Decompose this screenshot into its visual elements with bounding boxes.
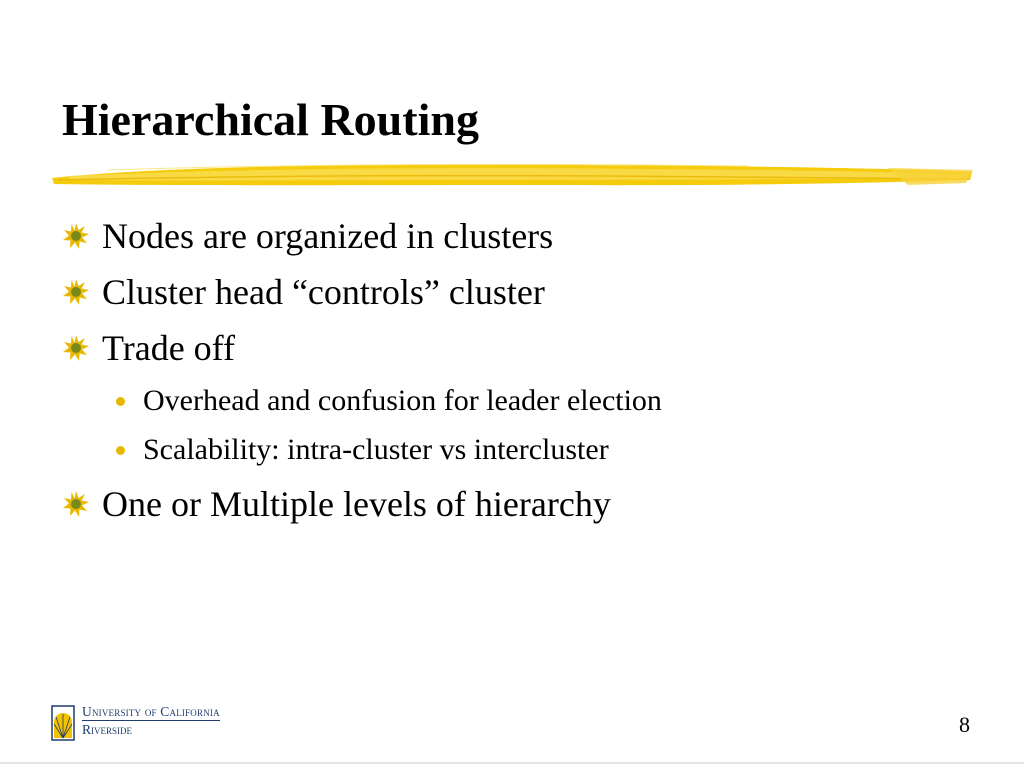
page-number: 8 — [959, 712, 970, 737]
bullet-item — [62, 484, 611, 524]
bullet-item — [62, 328, 235, 368]
ucr-sun-logo-icon — [50, 704, 76, 742]
sub-bullet-text: Scalability: intra-cluster vs intercluster — [143, 433, 609, 466]
bullet-item — [62, 216, 553, 256]
bullet-text: Cluster head “controls” cluster — [102, 272, 545, 312]
university-logo — [50, 704, 240, 744]
dot-bullet-icon — [116, 397, 125, 406]
page-title: Hierarchical Routing — [62, 94, 479, 145]
sub-bullet-item — [116, 433, 609, 467]
bullet-text: Nodes are organized in clusters — [102, 216, 554, 256]
starburst-bullet-icon — [62, 222, 90, 250]
bullet-text: One or Multiple levels of hierarchy — [102, 484, 611, 524]
logo-line-university: University of California — [82, 704, 220, 719]
sub-bullet-item — [116, 384, 662, 418]
logo-line-campus: Riverside — [82, 722, 133, 737]
bullet-text: Trade off — [102, 328, 235, 368]
starburst-bullet-icon — [62, 334, 90, 362]
sub-bullet-text: Overhead and confusion for leader election — [143, 384, 662, 417]
logo-wordmark — [82, 704, 220, 738]
starburst-bullet-icon — [62, 278, 90, 306]
bottom-divider — [0, 762, 1024, 764]
starburst-bullet-icon — [62, 490, 90, 518]
bullet-item — [62, 272, 545, 312]
dot-bullet-icon — [116, 446, 125, 455]
